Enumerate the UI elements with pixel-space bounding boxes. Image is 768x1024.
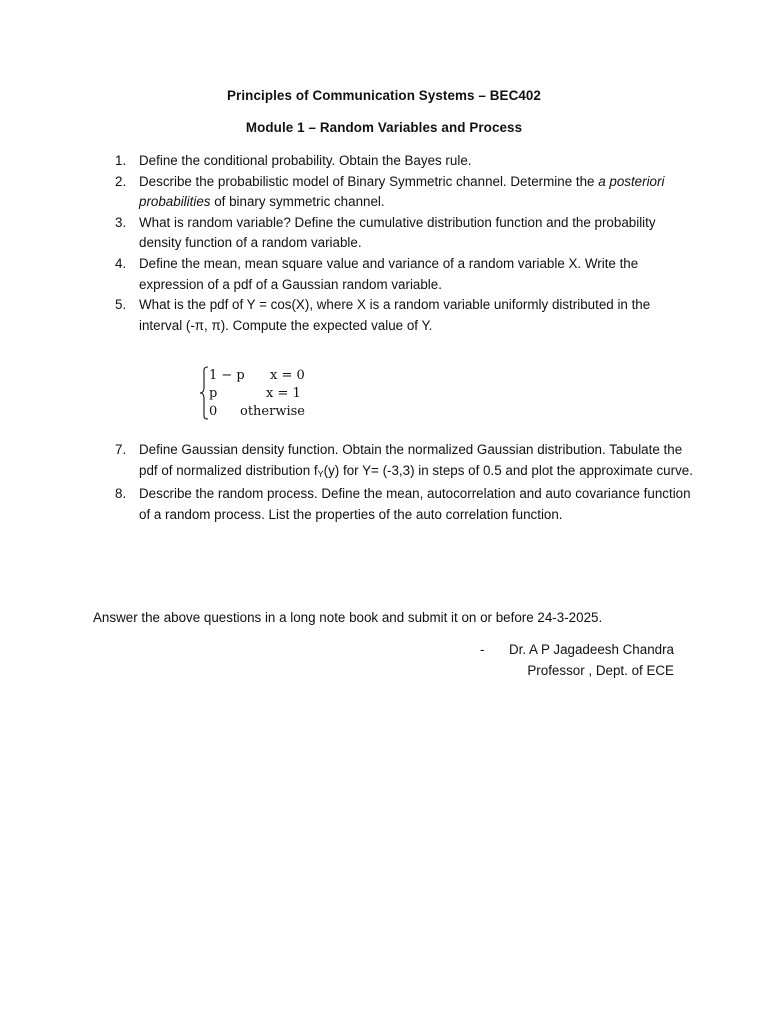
question-5 bbox=[103, 295, 693, 336]
question-1 bbox=[103, 151, 693, 172]
piecewise-function bbox=[198, 366, 338, 422]
author-name: Dr. A P Jagadeesh Chandra bbox=[508, 642, 674, 657]
author-designation: Professor , Dept. of ECE bbox=[527, 663, 674, 678]
piecewise-expression: 0 bbox=[209, 404, 218, 419]
piecewise-condition: otherwise bbox=[240, 404, 305, 419]
piecewise-expression: p bbox=[209, 386, 218, 401]
question-number: 3. bbox=[115, 214, 127, 230]
question-text: Describe the random process. Define the mean, autocorrelation and auto covariance function of a random process. List the properties of the auto correlation function. bbox=[139, 486, 691, 522]
subscript: Y bbox=[317, 468, 324, 479]
question-7 bbox=[103, 440, 693, 484]
question-3 bbox=[103, 213, 693, 254]
question-2 bbox=[103, 172, 693, 213]
question-list-2 bbox=[103, 440, 693, 525]
question-number: 8. bbox=[115, 486, 127, 502]
question-number: 1. bbox=[115, 153, 127, 168]
question-text: What is the pdf of Y = cos(X), where X is a random variable uniformly distributed in the interval (-π, π). Compute the expected value of Y. bbox=[139, 297, 651, 333]
document-title: Principles of Communication Systems – BEC402 bbox=[227, 88, 541, 103]
question-number: 2. bbox=[115, 173, 127, 189]
piecewise-condition: x = 0 bbox=[270, 368, 305, 383]
question-text-part: Describe the probabilistic model of Binary Symmetric channel. Determine the bbox=[139, 173, 599, 189]
question-text bbox=[139, 440, 693, 484]
question-text: Define the mean, mean square value and variance of a random variable X. Write the expression of a pdf of a Gaussian random variable. bbox=[139, 255, 639, 292]
question-number: 7. bbox=[115, 442, 127, 457]
module-heading: Module 1 – Random Variables and Process bbox=[245, 120, 523, 135]
question-text bbox=[139, 172, 693, 213]
question-text: What is random variable? Define the cumulative distribution function and the probability density function of a random variable. bbox=[139, 214, 656, 251]
question-number: 4. bbox=[115, 255, 127, 271]
question-8 bbox=[103, 484, 693, 525]
signature-dash: - bbox=[480, 642, 485, 657]
question-text-part: of binary symmetric channel. bbox=[210, 194, 385, 210]
question-text-part: Define Gaussian density function. Obtain the normalized Gaussian distribution. Tabulate the pdf of normalized distribution f bbox=[139, 442, 683, 478]
question-number: 5. bbox=[115, 297, 127, 313]
question-text-italic: a posteriori probabilities bbox=[139, 173, 665, 210]
piecewise-condition: x = 1 bbox=[266, 386, 301, 401]
question-list-1 bbox=[103, 151, 693, 336]
question-4 bbox=[103, 254, 693, 295]
question-text-part: (y) for Y= (-3,3) in steps of 0.5 and plot the approximate curve. bbox=[323, 462, 693, 478]
question-text: Define the conditional probability. Obtain the Bayes rule. bbox=[139, 153, 472, 168]
submission-instruction: Answer the above questions in a long note book and submit it on or before 24-3-2025. bbox=[93, 610, 603, 625]
piecewise-expression: 1 − p bbox=[209, 368, 245, 383]
